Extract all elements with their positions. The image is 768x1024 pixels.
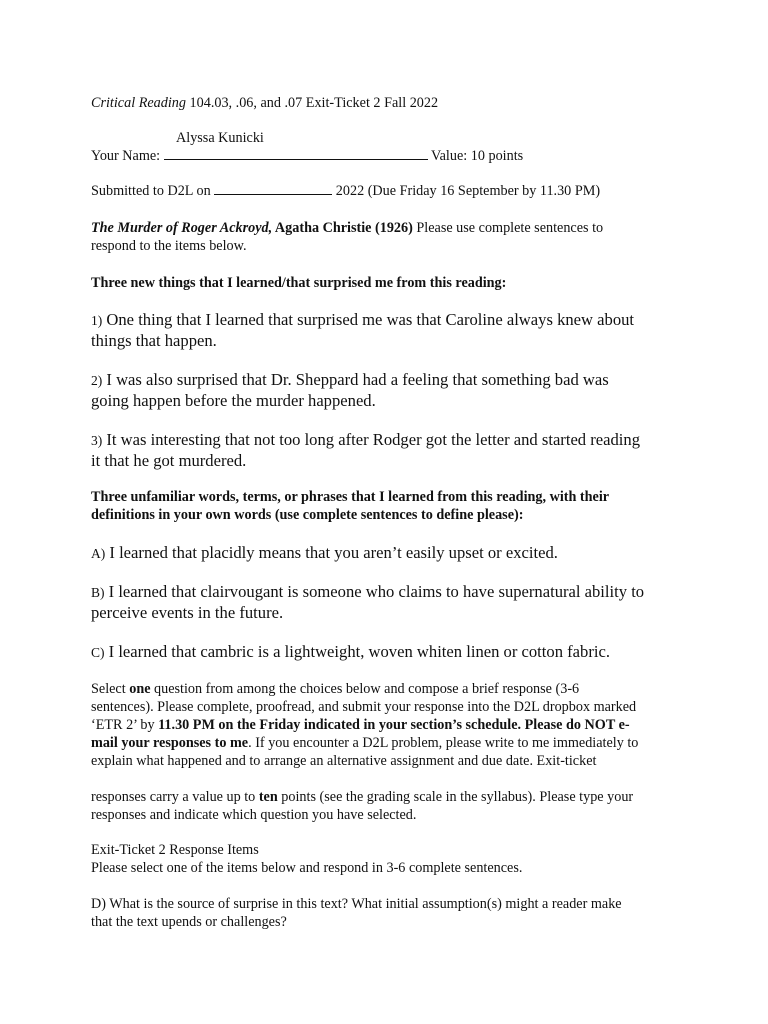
text: ‘ETR 2’ by xyxy=(91,717,159,733)
reading-instruction: Please use complete sentences to xyxy=(412,220,604,236)
book-title: The Murder of Roger Ackroyd, xyxy=(91,220,273,236)
reading-instruction-2: respond to the items below. xyxy=(91,238,247,254)
item-letter: C) xyxy=(91,645,105,660)
response-items-title: Exit-Ticket 2 Response Items xyxy=(91,842,259,858)
item-text: It was interesting that not too long after Rodger got the letter and started reading xyxy=(102,430,641,449)
your-name-label: Your Name: xyxy=(91,148,164,164)
learned-item-3-cont: it that he got murdered. xyxy=(91,451,247,470)
instructions-line-7: responses and indicate which question you have selected. xyxy=(91,807,417,823)
word-item-a xyxy=(91,542,558,564)
word-item-b xyxy=(91,581,644,603)
question-d-line-2: that the text upends or challenges? xyxy=(91,914,287,930)
submission-prefix: Submitted to D2L on xyxy=(91,183,215,199)
question-d-line-1: D) What is the source of surprise in this text? What initial assumption(s) might a reader make xyxy=(91,896,622,912)
text: question from among the choices below and compose a brief response (3-6 xyxy=(150,681,580,697)
item-text: One thing that I learned that surprised me was that Caroline always knew about xyxy=(102,310,635,329)
response-items-subtitle: Please select one of the items below and respond in 3-6 complete sentences. xyxy=(91,860,523,876)
item-number: 3) xyxy=(91,433,103,448)
text: Select xyxy=(91,681,130,697)
learned-item-1 xyxy=(91,309,634,331)
section1-heading: Three new things that I learned/that surprised me from this reading: xyxy=(91,275,507,291)
emphasis: ten xyxy=(258,789,278,805)
date-underline xyxy=(214,182,332,195)
section2-heading-1: Three unfamiliar words, terms, or phrases that I learned from this reading, with their xyxy=(91,489,610,505)
instructions-line-4 xyxy=(91,734,638,752)
header-line xyxy=(91,94,438,112)
text: responses carry a value up to xyxy=(91,789,259,805)
item-text: I learned that placidly means that you aren’t easily upset or excited. xyxy=(105,543,558,562)
item-letter: B) xyxy=(91,585,105,600)
instructions-line-3 xyxy=(91,716,630,734)
name-line xyxy=(91,147,523,165)
text: . If you encounter a D2L problem, please write to me immediately to xyxy=(248,735,639,751)
item-text: I learned that clairvougant is someone who claims to have supernatural ability to xyxy=(104,582,645,601)
item-number: 1) xyxy=(91,313,103,328)
word-item-b-cont: perceive events in the future. xyxy=(91,603,284,622)
instructions-line-2: sentences). Please complete, proofread, and submit your response into the D2L dropbox marked xyxy=(91,699,637,715)
text: points (see the grading scale in the syllabus). Please type your xyxy=(277,789,634,805)
value-label: Value: 10 points xyxy=(427,148,524,164)
item-number: 2) xyxy=(91,373,103,388)
section2-heading-2: definitions in your own words (use complete sentences to define please): xyxy=(91,507,524,523)
item-text: I was also surprised that Dr. Sheppard had a feeling that something bad was xyxy=(102,370,609,389)
header-rest: 104.03, .06, and .07 Exit-Ticket 2 Fall 2022 xyxy=(185,95,439,111)
book-author: Agatha Christie (1926) xyxy=(272,220,413,236)
learned-item-3 xyxy=(91,429,640,451)
item-text: I learned that cambric is a lightweight, woven whiten linen or cotton fabric. xyxy=(104,642,610,661)
submission-suffix: 2022 (Due Friday 16 September by 11.30 PM) xyxy=(332,183,601,199)
emphasis: 11.30 PM on the Friday indicated in your section’s schedule. Please do NOT e- xyxy=(158,717,630,733)
instructions-line-1 xyxy=(91,680,579,698)
learned-item-1-cont: things that happen. xyxy=(91,331,217,350)
word-item-c xyxy=(91,641,610,663)
reading-line xyxy=(91,219,603,237)
learned-item-2-cont: going happen before the murder happened. xyxy=(91,391,376,410)
course-title: Critical Reading xyxy=(91,95,186,111)
student-name: Alyssa Kunicki xyxy=(176,130,264,146)
emphasis: one xyxy=(129,681,151,697)
instructions-line-5: explain what happened and to arrange an alternative assignment and due date. Exit-ticket xyxy=(91,753,597,769)
item-letter: A) xyxy=(91,546,106,561)
submission-line xyxy=(91,182,600,200)
instructions-line-6 xyxy=(91,788,633,806)
learned-item-2 xyxy=(91,369,609,391)
name-underline xyxy=(164,147,428,160)
emphasis: mail your responses to me xyxy=(91,735,249,751)
